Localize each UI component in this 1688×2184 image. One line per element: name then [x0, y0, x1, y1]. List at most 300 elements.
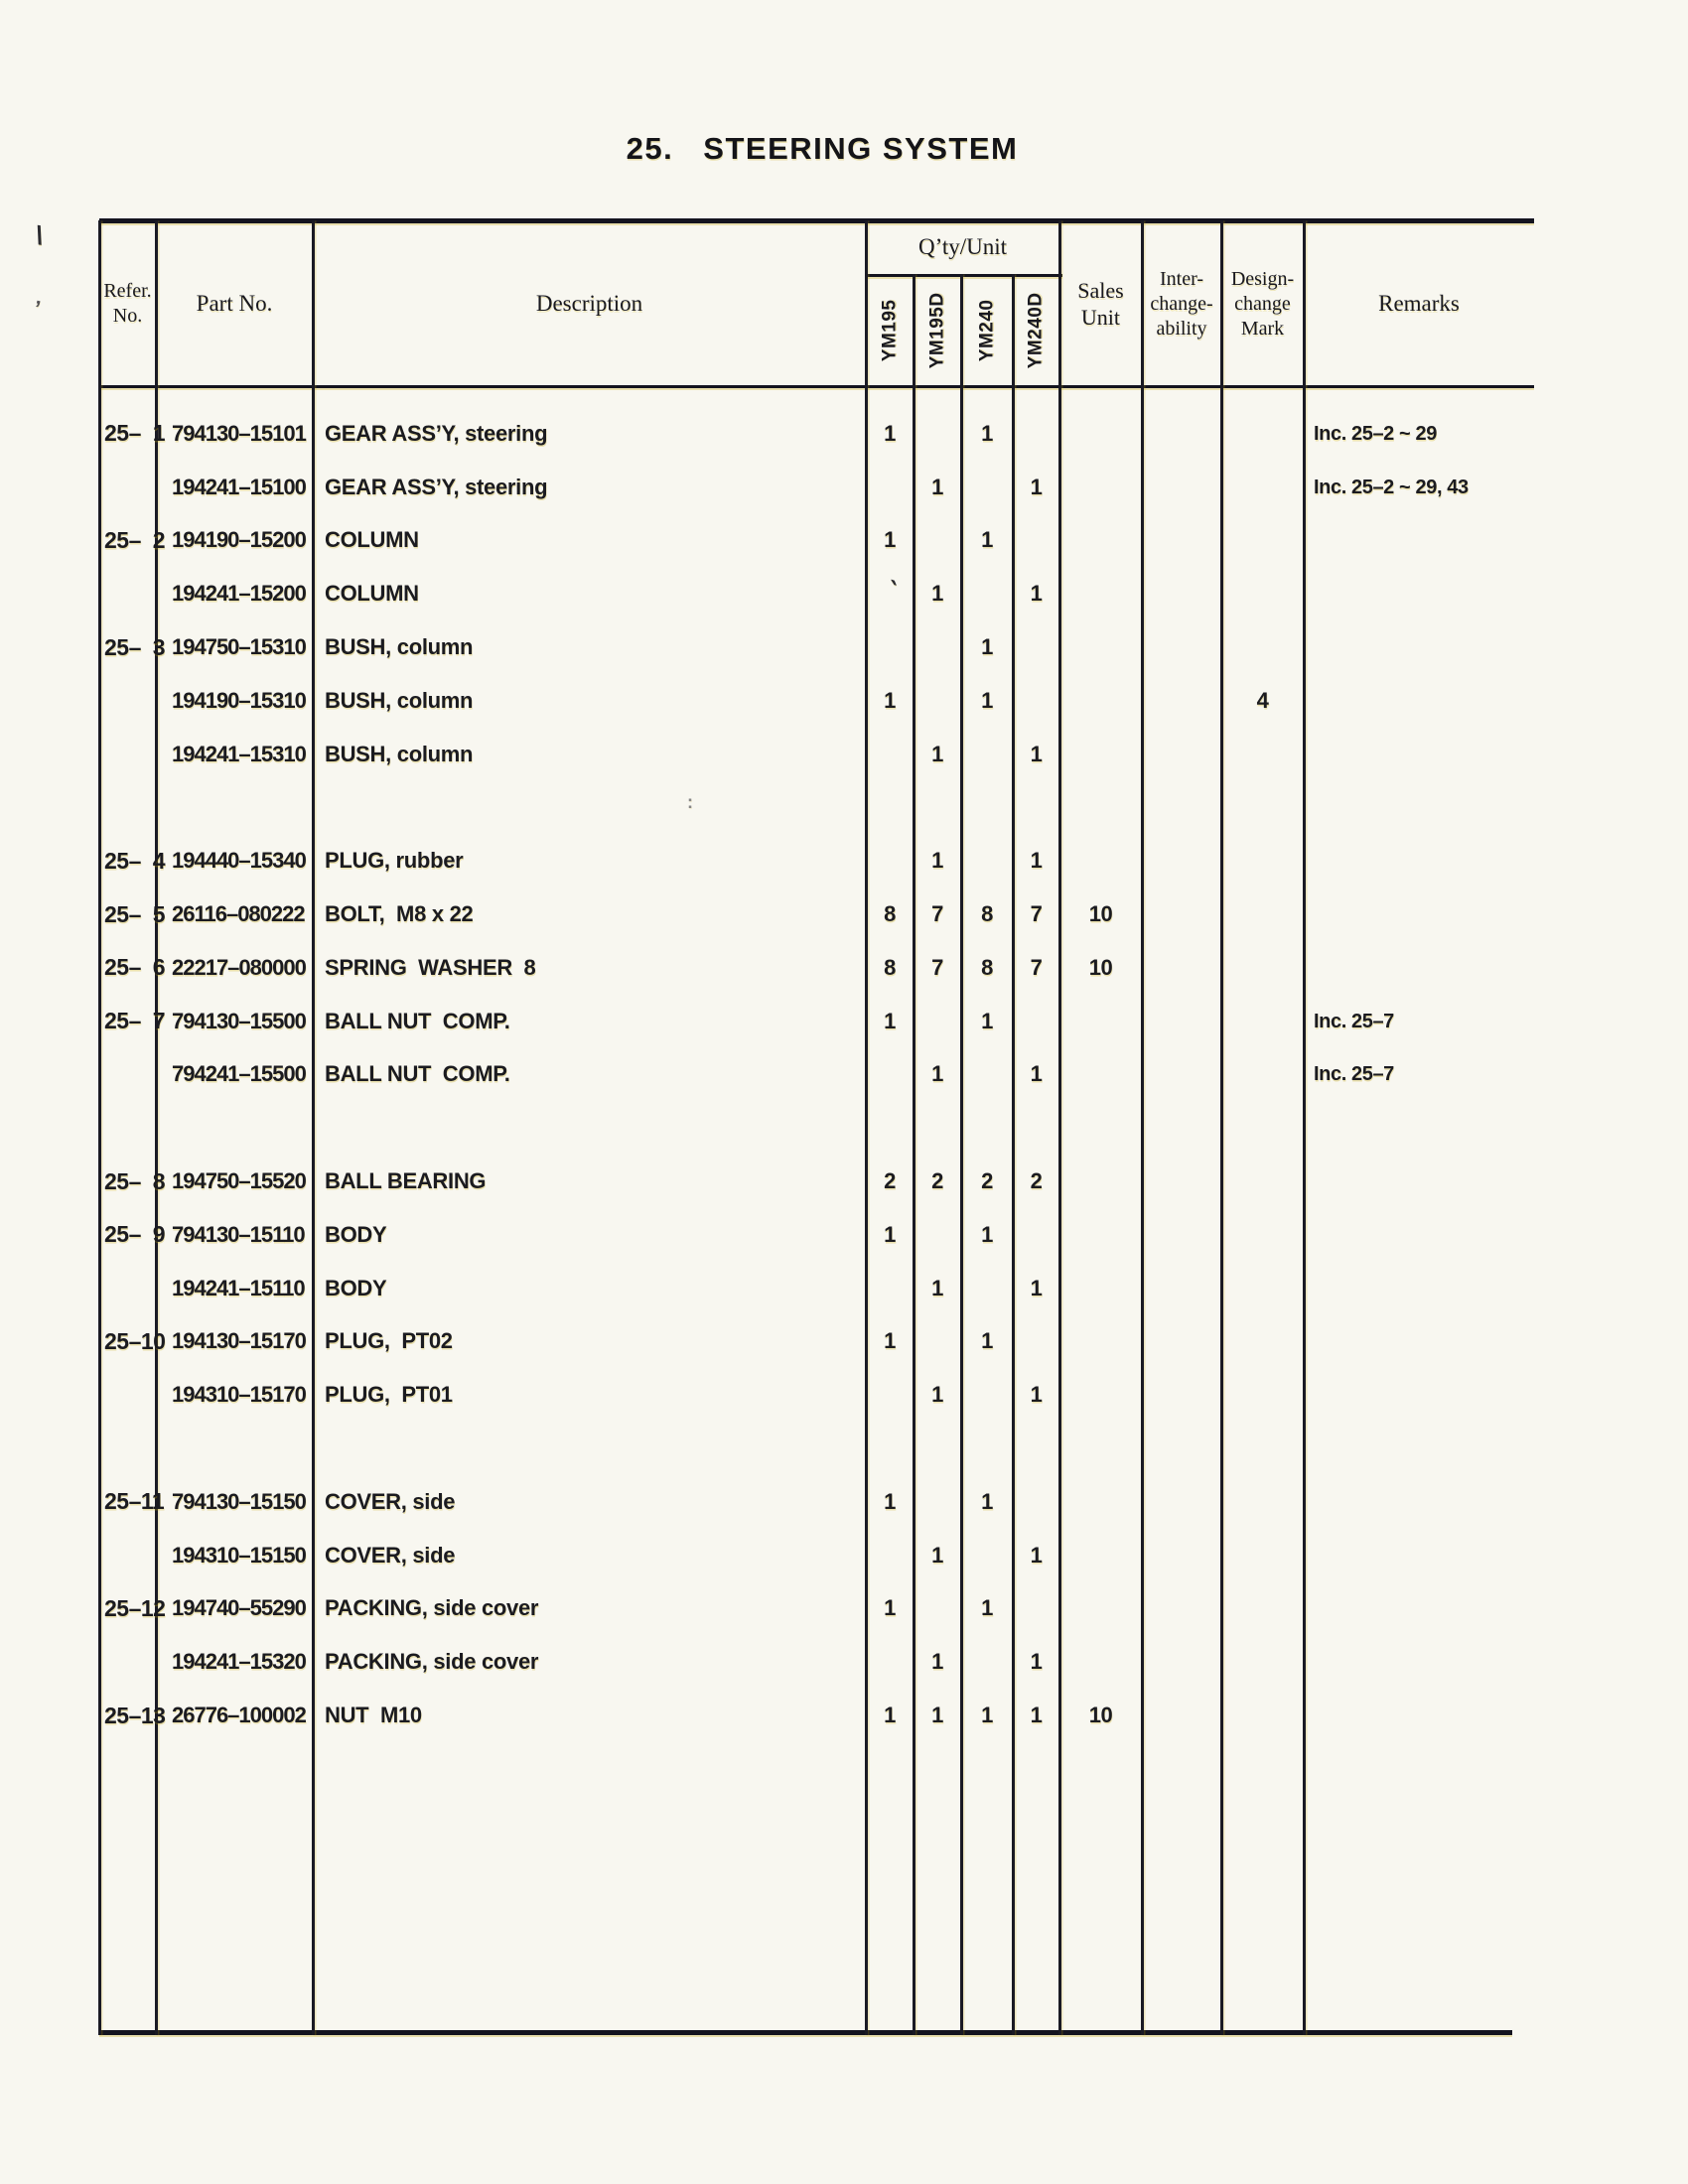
remarks-cell — [1304, 1155, 1534, 1208]
table-row — [99, 674, 1534, 728]
description-cell — [313, 781, 866, 835]
part-no-cell: 194241–15320 — [172, 1649, 306, 1675]
header-remarks: Remarks — [1378, 290, 1460, 316]
design-change-mark-cell — [1221, 1048, 1304, 1102]
qty-ym195-cell — [866, 1262, 914, 1315]
sales-unit-cell — [1059, 567, 1142, 620]
qty-ym195d-cell — [914, 1475, 961, 1529]
qty-ym240d-cell — [1013, 620, 1059, 674]
qty-ym195-cell: 1 — [884, 687, 896, 713]
refer-no-cell — [99, 1422, 156, 1475]
header-interchangeability: Inter- change- ability — [1150, 267, 1213, 340]
sales-unit-cell — [1059, 514, 1142, 568]
refer-no-cell — [99, 674, 156, 728]
table-row — [99, 1315, 1534, 1369]
table-row — [99, 728, 1534, 781]
qty-ym240-cell: 8 — [981, 954, 993, 980]
sales-unit-cell — [1059, 1635, 1142, 1689]
qty-ym240-cell: 1 — [981, 1221, 993, 1247]
interchangeability-cell — [1142, 1155, 1221, 1208]
table-row — [99, 995, 1534, 1048]
sales-unit-cell — [1059, 781, 1142, 835]
qty-ym195-cell: 1 — [884, 527, 896, 553]
qty-ym195d-cell — [914, 1208, 961, 1262]
refer-no-cell: 25–10 — [104, 1327, 166, 1354]
qty-ym195d-cell: 1 — [931, 1703, 943, 1728]
description-cell: PLUG, PT02 — [325, 1328, 453, 1354]
qty-ym240d-cell: 1 — [1030, 1061, 1043, 1087]
description-cell — [313, 1101, 866, 1155]
header-model-ym240d — [1013, 276, 1059, 385]
design-change-mark-cell: 4 — [1256, 687, 1269, 713]
table-row — [99, 1048, 1534, 1102]
sales-unit-cell — [1059, 995, 1142, 1048]
remarks-cell: Inc. 25–7 — [1314, 1063, 1394, 1086]
interchangeability-cell — [1142, 1582, 1221, 1636]
qty-ym240-cell: 1 — [981, 1595, 993, 1621]
qty-ym240-cell — [961, 567, 1013, 620]
qty-ym195-cell: 1 — [884, 1008, 896, 1033]
remarks-cell — [1304, 834, 1534, 887]
refer-no-cell: 25–13 — [104, 1702, 166, 1728]
qty-ym195d-cell: 1 — [931, 1649, 943, 1675]
remarks-cell: Inc. 25–2 ~ 29 — [1314, 422, 1437, 445]
part-no-cell: 194310–15150 — [172, 1542, 306, 1568]
qty-ym195-cell — [866, 1422, 914, 1475]
table-row — [99, 834, 1534, 887]
refer-no-cell: 25– 3 — [104, 633, 166, 660]
part-no-cell: 794130–15500 — [172, 1008, 306, 1033]
interchangeability-cell — [1142, 567, 1221, 620]
qty-ym240d-cell: 1 — [1030, 1275, 1043, 1300]
header-description: Description — [535, 290, 643, 316]
interchangeability-cell — [1142, 514, 1221, 568]
qty-ym195d-cell — [914, 407, 961, 461]
design-change-mark-cell — [1221, 1101, 1304, 1155]
design-change-mark-cell — [1221, 1368, 1304, 1422]
qty-ym195-cell — [866, 1529, 914, 1582]
qty-ym195d-cell: 1 — [931, 848, 943, 874]
remarks-cell — [1304, 781, 1534, 835]
design-change-mark-cell — [1221, 1422, 1304, 1475]
refer-no-cell — [99, 1262, 156, 1315]
qty-ym195d-cell — [914, 1101, 961, 1155]
scan-artifact: : — [687, 792, 693, 812]
qty-ym195d-cell: 1 — [931, 1275, 943, 1300]
sales-unit-cell — [1059, 1529, 1142, 1582]
sales-unit-cell — [1059, 620, 1142, 674]
interchangeability-cell — [1142, 834, 1221, 887]
refer-no-cell: 25– 6 — [104, 954, 166, 981]
refer-no-cell: 25– 7 — [104, 1008, 166, 1034]
description-cell: BODY — [325, 1221, 387, 1247]
part-no-cell: 194241–15100 — [172, 474, 306, 499]
table-rows — [99, 407, 1534, 1742]
parts-table — [99, 220, 1534, 2035]
design-change-mark-cell — [1221, 887, 1304, 941]
description-cell: GEAR ASS’Y, steering — [325, 420, 548, 446]
qty-ym240d-cell — [1013, 407, 1059, 461]
qty-ym195d-cell — [914, 620, 961, 674]
qty-ym240-cell — [961, 1048, 1013, 1102]
refer-no-cell: 25– 5 — [104, 900, 166, 927]
remarks-cell — [1304, 941, 1534, 995]
sales-unit-cell: 10 — [1088, 954, 1113, 980]
qty-ym240d-cell: 1 — [1030, 741, 1043, 766]
table-row — [99, 514, 1534, 568]
qty-ym240d-cell: 7 — [1030, 901, 1043, 927]
part-no-cell: 794130–15101 — [172, 420, 306, 446]
sales-unit-cell — [1059, 461, 1142, 514]
qty-ym240d-cell: 1 — [1030, 1649, 1043, 1675]
interchangeability-cell — [1142, 461, 1221, 514]
interchangeability-cell — [1142, 1368, 1221, 1422]
part-no-cell — [156, 1101, 313, 1155]
table-row — [99, 1368, 1534, 1422]
header-qty-unit: Q’ty/Unit — [917, 233, 1008, 259]
part-no-cell: 794241–15500 — [172, 1061, 306, 1087]
interchangeability-cell — [1142, 1635, 1221, 1689]
remarks-cell — [1304, 1262, 1534, 1315]
description-cell: BUSH, column — [325, 687, 474, 713]
scan-artifact: ` — [882, 575, 901, 607]
qty-ym240d-cell: 2 — [1030, 1168, 1043, 1194]
interchangeability-cell — [1142, 995, 1221, 1048]
interchangeability-cell — [1142, 674, 1221, 728]
model-label: YM240D — [1025, 292, 1047, 369]
qty-ym240d-cell: 1 — [1030, 474, 1043, 499]
qty-ym240d-cell — [1013, 1475, 1059, 1529]
qty-ym195-cell — [866, 834, 914, 887]
design-change-mark-cell — [1221, 1689, 1304, 1742]
qty-ym240-cell — [961, 461, 1013, 514]
description-cell: COLUMN — [325, 581, 419, 607]
remarks-cell — [1304, 1689, 1534, 1742]
table-row — [99, 407, 1534, 461]
interchangeability-cell — [1142, 620, 1221, 674]
part-no-cell: 194130–15170 — [172, 1328, 306, 1354]
qty-ym240-cell: 1 — [981, 1488, 993, 1514]
table-row — [99, 1262, 1534, 1315]
interchangeability-cell — [1142, 1315, 1221, 1369]
qty-ym240-cell — [961, 1635, 1013, 1689]
qty-ym240d-cell — [1013, 514, 1059, 568]
design-change-mark-cell — [1221, 620, 1304, 674]
qty-ym195d-cell: 1 — [931, 1542, 943, 1568]
remarks-cell: Inc. 25–7 — [1314, 1010, 1394, 1032]
table-row — [99, 620, 1534, 674]
remarks-cell — [1304, 620, 1534, 674]
interchangeability-cell — [1142, 728, 1221, 781]
qty-ym240-cell: 1 — [981, 687, 993, 713]
page-title — [0, 131, 1666, 167]
description-cell — [313, 1422, 866, 1475]
refer-no-cell: 25–12 — [104, 1594, 166, 1621]
interchangeability-cell — [1142, 941, 1221, 995]
qty-ym195-cell: 1 — [884, 1328, 896, 1354]
table-row — [99, 941, 1534, 995]
table-row — [99, 781, 1534, 835]
sales-unit-cell — [1059, 407, 1142, 461]
qty-ym240-cell — [961, 1101, 1013, 1155]
part-no-cell — [156, 1422, 313, 1475]
description-cell: COLUMN — [325, 527, 419, 553]
qty-ym240d-cell: 1 — [1030, 581, 1043, 607]
interchangeability-cell — [1142, 1208, 1221, 1262]
header-model-ym240 — [961, 276, 1013, 385]
qty-ym240d-cell — [1013, 1315, 1059, 1369]
qty-ym240d-cell — [1013, 781, 1059, 835]
scan-artifact: ’ — [31, 295, 44, 322]
description-cell: SPRING WASHER 8 — [325, 954, 536, 980]
qty-ym240d-cell: 1 — [1030, 1703, 1043, 1728]
part-no-cell — [156, 781, 313, 835]
sales-unit-cell: 10 — [1088, 901, 1113, 927]
header-design-change-mark: Design- change Mark — [1230, 267, 1295, 340]
qty-ym195d-cell: 1 — [931, 741, 943, 766]
part-no-cell: 194241–15200 — [172, 581, 306, 607]
sales-unit-cell — [1059, 1101, 1142, 1155]
interchangeability-cell — [1142, 407, 1221, 461]
part-no-cell: 794130–15150 — [172, 1488, 306, 1514]
interchangeability-cell — [1142, 1529, 1221, 1582]
qty-ym240-cell — [961, 728, 1013, 781]
header-model-ym195 — [866, 276, 914, 385]
table-row — [99, 1582, 1534, 1636]
qty-ym240d-cell — [1013, 674, 1059, 728]
qty-ym195d-cell: 1 — [931, 474, 943, 499]
qty-ym195d-cell: 7 — [931, 954, 943, 980]
interchangeability-cell — [1142, 781, 1221, 835]
interchangeability-cell — [1142, 1101, 1221, 1155]
design-change-mark-cell — [1221, 1635, 1304, 1689]
part-no-cell: 26776–100002 — [172, 1703, 306, 1728]
table-row — [99, 887, 1534, 941]
qty-ym240-cell — [961, 834, 1013, 887]
description-cell: BUSH, column — [325, 634, 474, 660]
qty-ym240-cell: 1 — [981, 1703, 993, 1728]
qty-ym195-cell: 8 — [884, 901, 896, 927]
sales-unit-cell — [1059, 1262, 1142, 1315]
qty-ym195-cell: 1 — [884, 1488, 896, 1514]
refer-no-cell: 25– 2 — [104, 526, 166, 553]
interchangeability-cell — [1142, 1475, 1221, 1529]
remarks-cell — [1304, 514, 1534, 568]
qty-ym240-cell: 8 — [981, 901, 993, 927]
qty-ym195d-cell — [914, 1582, 961, 1636]
description-cell: NUT M10 — [325, 1703, 422, 1728]
sales-unit-cell — [1059, 1208, 1142, 1262]
qty-ym195d-cell: 1 — [931, 1061, 943, 1087]
remarks-cell — [1304, 1582, 1534, 1636]
design-change-mark-cell — [1221, 1582, 1304, 1636]
sales-unit-cell: 10 — [1088, 1703, 1113, 1728]
design-change-mark-cell — [1221, 941, 1304, 995]
part-no-cell: 194310–15170 — [172, 1382, 306, 1408]
refer-no-cell — [99, 567, 156, 620]
refer-no-cell — [99, 461, 156, 514]
header-part-no: Part No. — [196, 290, 273, 316]
design-change-mark-cell — [1221, 1475, 1304, 1529]
interchangeability-cell — [1142, 1422, 1221, 1475]
design-change-mark-cell — [1221, 567, 1304, 620]
qty-ym240-cell — [961, 1368, 1013, 1422]
qty-ym240-cell — [961, 781, 1013, 835]
design-change-mark-cell — [1221, 1208, 1304, 1262]
design-change-mark-cell — [1221, 781, 1304, 835]
qty-ym240-cell: 2 — [981, 1168, 993, 1194]
section-number: 25. — [626, 131, 674, 166]
part-no-cell: 22217–080000 — [172, 954, 306, 980]
remarks-cell — [1304, 1475, 1534, 1529]
table-row — [99, 461, 1534, 514]
qty-ym195-cell — [866, 728, 914, 781]
refer-no-cell: 25– 4 — [104, 847, 166, 874]
remarks-cell — [1304, 1368, 1534, 1422]
remarks-cell — [1304, 567, 1534, 620]
design-change-mark-cell — [1221, 514, 1304, 568]
remarks-cell — [1304, 1529, 1534, 1582]
qty-ym195d-cell — [914, 1422, 961, 1475]
qty-ym195d-cell — [914, 1315, 961, 1369]
qty-ym195-cell — [866, 461, 914, 514]
scan-artifact: \ — [34, 219, 46, 251]
part-no-cell: 194241–15310 — [172, 741, 306, 766]
refer-no-cell — [99, 1635, 156, 1689]
qty-ym195-cell: 1 — [884, 420, 896, 446]
design-change-mark-cell — [1221, 461, 1304, 514]
qty-ym240d-cell: 1 — [1030, 1382, 1043, 1408]
model-label: YM240 — [976, 299, 998, 362]
qty-ym240-cell: 1 — [981, 420, 993, 446]
description-cell: BALL BEARING — [325, 1168, 487, 1194]
design-change-mark-cell — [1221, 1262, 1304, 1315]
description-cell: BUSH, column — [325, 741, 474, 766]
remarks-cell — [1304, 1101, 1534, 1155]
qty-ym240d-cell: 1 — [1030, 848, 1043, 874]
remarks-cell — [1304, 1422, 1534, 1475]
description-cell: COVER, side — [325, 1542, 456, 1568]
description-cell: PACKING, side cover — [325, 1595, 539, 1621]
qty-ym240d-cell — [1013, 1208, 1059, 1262]
qty-ym240-cell: 1 — [981, 634, 993, 660]
interchangeability-cell — [1142, 1689, 1221, 1742]
qty-ym240-cell — [961, 1262, 1013, 1315]
qty-ym240d-cell: 7 — [1030, 954, 1043, 980]
design-change-mark-cell — [1221, 834, 1304, 887]
refer-no-cell — [99, 1368, 156, 1422]
qty-ym240-cell — [961, 1529, 1013, 1582]
description-cell: BOLT, M8 x 22 — [325, 901, 474, 927]
qty-ym195-cell: 2 — [884, 1168, 896, 1194]
table-row — [99, 1101, 1534, 1155]
sales-unit-cell — [1059, 1368, 1142, 1422]
sales-unit-cell — [1059, 834, 1142, 887]
remarks-cell — [1304, 1635, 1534, 1689]
table-row — [99, 1208, 1534, 1262]
qty-ym240-cell — [961, 1422, 1013, 1475]
table-row — [99, 1475, 1534, 1529]
qty-ym240-cell: 1 — [981, 1328, 993, 1354]
refer-no-cell: 25– 8 — [104, 1167, 166, 1194]
description-cell: PACKING, side cover — [325, 1649, 539, 1675]
qty-ym195d-cell: 7 — [931, 901, 943, 927]
refer-no-cell — [99, 1101, 156, 1155]
part-no-cell: 194190–15200 — [172, 527, 306, 553]
qty-ym195-cell — [866, 1101, 914, 1155]
table-row — [99, 567, 1534, 620]
refer-no-cell — [99, 1529, 156, 1582]
qty-ym195-cell — [866, 1635, 914, 1689]
description-cell: BALL NUT COMP. — [325, 1061, 510, 1087]
section-name: STEERING SYSTEM — [703, 131, 1019, 166]
qty-ym240d-cell — [1013, 1582, 1059, 1636]
header-model-ym195d — [914, 276, 961, 385]
qty-ym195d-cell: 1 — [931, 1382, 943, 1408]
remarks-cell: Inc. 25–2 ~ 29, 43 — [1314, 476, 1469, 498]
model-label: YM195 — [879, 299, 901, 362]
design-change-mark-cell — [1221, 728, 1304, 781]
sales-unit-cell — [1059, 1475, 1142, 1529]
table-row — [99, 1422, 1534, 1475]
qty-ym240-cell: 1 — [981, 1008, 993, 1033]
remarks-cell — [1304, 1315, 1534, 1369]
description-cell: PLUG, PT01 — [325, 1382, 453, 1408]
qty-ym195-cell: 1 — [884, 1703, 896, 1728]
qty-ym195-cell — [866, 620, 914, 674]
refer-no-cell — [99, 1048, 156, 1102]
remarks-cell — [1304, 728, 1534, 781]
design-change-mark-cell — [1221, 407, 1304, 461]
qty-ym195d-cell — [914, 995, 961, 1048]
part-no-cell: 194740–55290 — [172, 1595, 306, 1621]
sales-unit-cell — [1059, 674, 1142, 728]
qty-ym240d-cell — [1013, 995, 1059, 1048]
part-no-cell: 194190–15310 — [172, 687, 306, 713]
qty-ym240d-cell — [1013, 1422, 1059, 1475]
design-change-mark-cell — [1221, 1155, 1304, 1208]
refer-no-cell — [99, 781, 156, 835]
design-change-mark-cell — [1221, 995, 1304, 1048]
refer-no-cell: 25– 1 — [104, 420, 166, 447]
header-sales-unit: Sales Unit — [1077, 277, 1124, 330]
qty-ym195d-cell: 1 — [931, 581, 943, 607]
remarks-cell — [1304, 887, 1534, 941]
interchangeability-cell — [1142, 1262, 1221, 1315]
qty-ym195d-cell — [914, 781, 961, 835]
part-no-cell: 194750–15520 — [172, 1168, 306, 1194]
qty-ym195d-cell — [914, 514, 961, 568]
design-change-mark-cell — [1221, 1529, 1304, 1582]
description-cell: PLUG, rubber — [325, 848, 464, 874]
model-label: YM195D — [926, 292, 948, 369]
sales-unit-cell — [1059, 1048, 1142, 1102]
part-no-cell: 194241–15110 — [172, 1275, 305, 1300]
table-row — [99, 1155, 1534, 1208]
qty-ym240d-cell: 1 — [1030, 1542, 1043, 1568]
description-cell: COVER, side — [325, 1488, 456, 1514]
remarks-cell — [1304, 1208, 1534, 1262]
refer-no-cell: 25– 9 — [104, 1221, 166, 1248]
interchangeability-cell — [1142, 1048, 1221, 1102]
qty-ym195-cell: 1 — [884, 1595, 896, 1621]
interchangeability-cell — [1142, 887, 1221, 941]
refer-no-cell — [99, 728, 156, 781]
sales-unit-cell — [1059, 1155, 1142, 1208]
part-no-cell: 194750–15310 — [172, 634, 306, 660]
part-no-cell: 26116–080222 — [172, 901, 305, 927]
header-refer-no: Refer. No. — [103, 280, 152, 327]
